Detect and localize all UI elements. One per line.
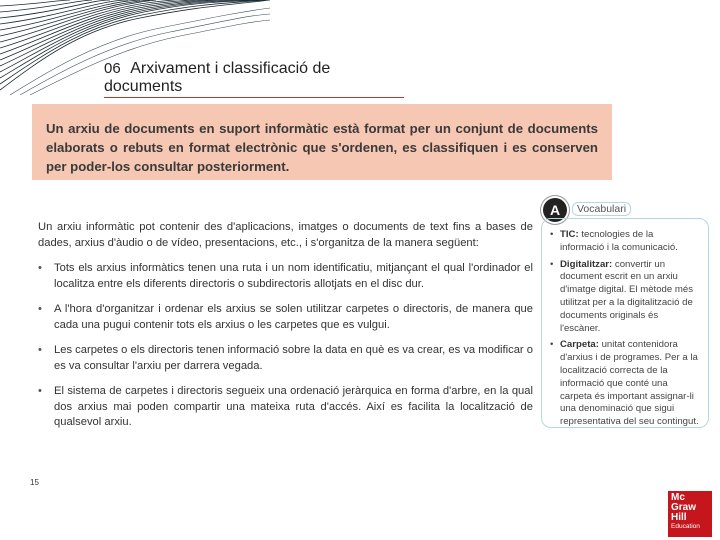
intro-paragraph: Un arxiu informàtic pot contenir des d'aplicacions, imatges o documents de text fins a bases de dades, arxius d'àudio o de vídeo, presentacions, etc., i s'organitza de la manera següent: [38, 221, 533, 249]
logo-line: Graw [671, 502, 697, 513]
vocabulary-definition: unitat contenidora d'arxius i de programes. Per a la localització correcta de la informació que conté una carpeta és important assignar-li una denominació que sigui representativa del seu contingut. [560, 339, 699, 428]
vocabulary-list [550, 229, 700, 429]
page-header [104, 60, 404, 98]
list-item: • A l'hora d'organitzar i ordenar els arxius se solen utilitzar carpetes o directoris, de manera que cada una pugui contenir tots els arxius o les carpetes que es vulgui. [38, 302, 533, 333]
definition-callout [32, 104, 612, 180]
list-item: • Les carpetes o els directoris tenen informació sobre la data en què es va crear, es va modificar o es va consultar l'arxiu per darrera vegada. [38, 343, 533, 374]
vocabulary-item [550, 259, 700, 336]
vocabulary-title: Vocabulari [572, 202, 631, 216]
chapter-number: 06 [104, 60, 121, 77]
vocabulary-item [550, 229, 700, 255]
vocabulary-item [550, 339, 700, 429]
chapter-title: Arxivament i classificació de documents [104, 60, 331, 95]
logo-line: Education [671, 523, 700, 530]
organization-list [38, 261, 533, 431]
vocabulary-term: TIC: [560, 229, 579, 240]
vocabulary-badge-icon: A [543, 198, 567, 222]
callout-text: Un arxiu de documents en suport informàtic està format per un conjunt de documents elaborats o rebuts en format electrònic que s'ordenen, es classifiquen i es conserven per poder-los consultar posteriorment. [46, 121, 598, 174]
logo-line: Hill [671, 512, 687, 523]
logo-line: Mc [671, 492, 685, 503]
list-item: • Tots els arxius informàtics tenen una ruta i un nom identificatiu, mitjançant el qual l'ordinador el localitza entre els diferents directoris o subdirectoris allotjats en el disc dur. [38, 261, 533, 292]
list-item: • El sistema de carpetes i directoris segueix una ordenació jeràrquica en forma d'arbre, en la qual dos arxius mai poden compartir una mateixa ruta d'accés. Així es facilita la localització de qualsevol arxiu. [38, 384, 533, 431]
vocabulary-definition: convertir un document escrit en un arxiu d'imatge digital. El mètode més utilitzat per a la digitalització de documents originals és l'escàner. [560, 258, 694, 334]
vocabulary-definition: tecnologies de la informació i la comunicació. [560, 229, 678, 253]
vocabulary-term: Digitalitzar: [560, 258, 613, 270]
publisher-logo [668, 491, 712, 537]
vocabulary-box [541, 218, 709, 428]
page-number: 15 [30, 478, 39, 487]
vocabulary-term: Carpeta: [560, 339, 599, 351]
main-content [38, 220, 533, 441]
